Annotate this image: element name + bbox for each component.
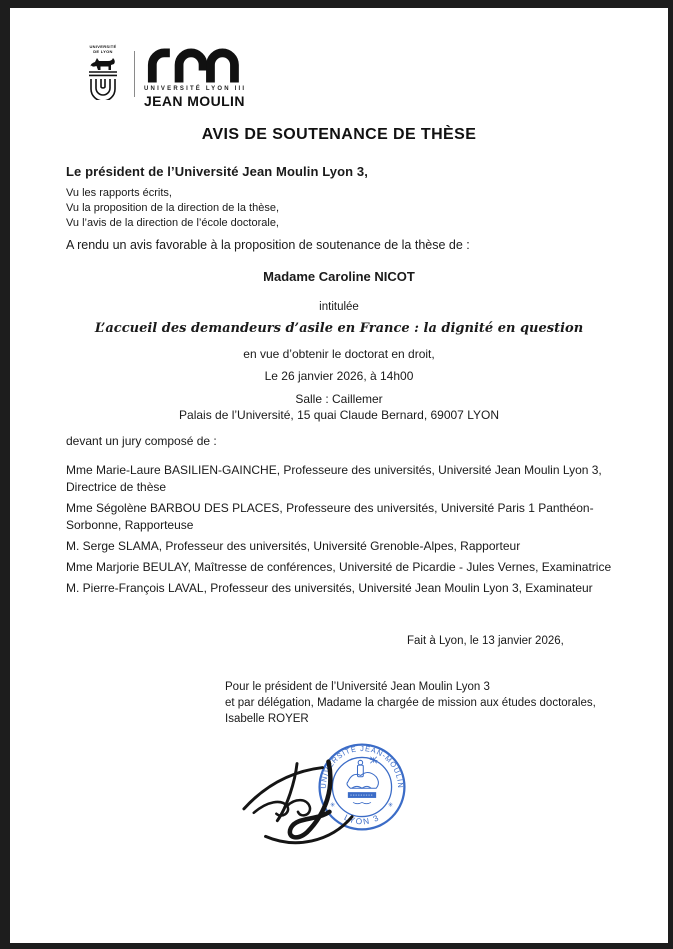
jury-member-3: M. Serge SLAMA, Professeur des universités, Université Grenoble-Alpes, Rapporteur bbox=[66, 539, 521, 553]
stamp-top-text: UNIVERSITÉ JEAN-MOULIN bbox=[318, 743, 406, 789]
stamp-star-right-icon: ✳ bbox=[387, 801, 394, 809]
jm-arcs-icon bbox=[144, 45, 240, 83]
udl-wordmark-line2: DE LYON bbox=[93, 48, 113, 54]
avis-line: A rendu un avis favorable à la proposition de soutenance de la thèse de : bbox=[66, 238, 470, 252]
closing-line-1: Pour le président de l’Université Jean Moulin Lyon 3 bbox=[225, 681, 490, 693]
defense-address: Palais de l’Université, 15 quai Claude Bernard, 69007 LYON bbox=[179, 408, 499, 422]
candidate-name: Madame Caroline NICOT bbox=[263, 269, 415, 284]
vu-line-1: Vu les rapports écrits, bbox=[66, 187, 172, 199]
defense-date: Le 26 janvier 2026, à 14h00 bbox=[264, 369, 414, 383]
stamp-star-left-icon: ✳ bbox=[329, 801, 336, 809]
lion-icon bbox=[88, 54, 118, 70]
vu-line-3: Vu l’avis de la direction de l’école doctorale, bbox=[66, 217, 279, 229]
president-line: Le président de l’Université Jean Moulin Lyon 3, bbox=[66, 164, 368, 179]
stamp-bottom-text: LYON 3 bbox=[342, 812, 382, 827]
logo-divider bbox=[134, 51, 135, 97]
vu-line-2: Vu la proposition de la direction de la thèse, bbox=[66, 202, 280, 214]
university-logo bbox=[80, 45, 246, 109]
jury-intro: devant un jury composé de : bbox=[66, 434, 217, 448]
logo-name: JEAN MOULIN bbox=[144, 93, 245, 109]
jury-member-2: Mme Ségolène BARBOU DES PLACES, Professeure des universités, Université Paris 1 Panthéon-Sorbonne, Rapporteuse bbox=[66, 501, 594, 532]
place-date-line: Fait à Lyon, le 13 janvier 2026, bbox=[407, 635, 564, 647]
jury-member-1: Mme Marie-Laure BASILIEN-GAINCHE, Professeure des universités, Université Jean Moulin Lyon 3, Directrice de thèse bbox=[66, 463, 602, 494]
degree-line: en vue d’obtenir le doctorat en droit, bbox=[243, 347, 435, 361]
defense-room: Salle : Caillemer bbox=[295, 392, 383, 406]
signatory-name: Isabelle ROYER bbox=[225, 713, 309, 725]
jury-member-5: M. Pierre-François LAVAL, Professeur des universités, Université Jean Moulin Lyon 3, Examinateur bbox=[66, 581, 593, 595]
intitulee-label: intitulée bbox=[319, 301, 359, 313]
udl-wordmark bbox=[89, 45, 116, 54]
document-page bbox=[10, 8, 668, 943]
page-title: AVIS DE SOUTENANCE DE THÈSE bbox=[201, 126, 477, 143]
logo-caption: UNIVERSITÉ LYON III bbox=[144, 86, 247, 92]
jury-member-4: Mme Marjorie BEULAY, Maîtresse de conférences, Université de Picardie - Jules Vernes, Examinatrice bbox=[66, 560, 612, 574]
thesis-title: L’accueil des demandeurs d’asile en France : la dignité en question bbox=[94, 321, 584, 336]
u-emblem-icon bbox=[86, 70, 120, 100]
udl-wordmark-line1: UNIVERSITÉ bbox=[89, 44, 117, 49]
closing-line-2: et par délégation, Madame la chargée de mission aux études doctorales, bbox=[225, 697, 596, 709]
universite-de-lyon-logo bbox=[80, 45, 126, 100]
jean-moulin-logo bbox=[144, 45, 246, 109]
closing-block bbox=[225, 679, 596, 727]
signature bbox=[238, 750, 356, 852]
